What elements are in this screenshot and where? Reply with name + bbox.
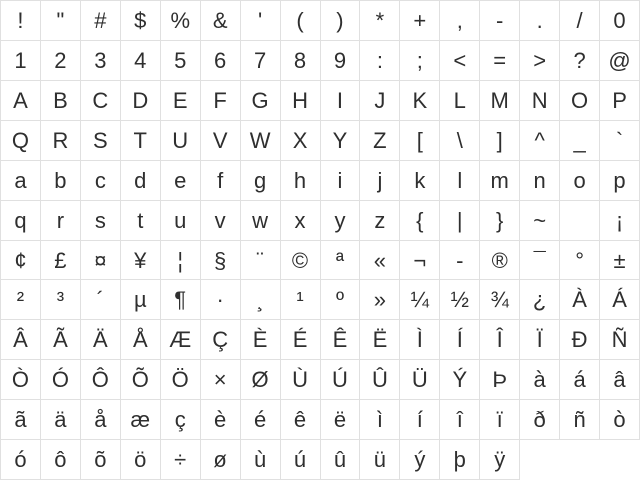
- glyph-cell[interactable]: â: [600, 360, 640, 400]
- glyph-cell[interactable]: -: [440, 241, 480, 281]
- glyph-cell[interactable]: »: [360, 280, 400, 320]
- glyph-cell[interactable]: ý: [400, 440, 440, 480]
- glyph-cell[interactable]: e: [161, 161, 201, 201]
- glyph-cell[interactable]: ±: [600, 241, 640, 281]
- glyph-cell[interactable]: ç: [161, 400, 201, 440]
- glyph-cell[interactable]: !: [1, 1, 41, 41]
- glyph-cell[interactable]: ã: [1, 400, 41, 440]
- glyph-cell[interactable]: Ó: [41, 360, 81, 400]
- glyph-cell[interactable]: Þ: [480, 360, 520, 400]
- glyph-cell[interactable]: é: [241, 400, 281, 440]
- glyph-cell[interactable]: ø: [201, 440, 241, 480]
- glyph-cell[interactable]: ì: [360, 400, 400, 440]
- glyph-cell[interactable]: Á: [600, 280, 640, 320]
- glyph-cell[interactable]: [560, 201, 600, 241]
- glyph-cell[interactable]: f: [201, 161, 241, 201]
- glyph-cell[interactable]: 1: [1, 41, 41, 81]
- glyph-cell[interactable]: /: [560, 1, 600, 41]
- glyph-cell[interactable]: Q: [1, 121, 41, 161]
- glyph-cell[interactable]: á: [560, 360, 600, 400]
- glyph-cell[interactable]: Ú: [321, 360, 361, 400]
- glyph-cell[interactable]: _: [560, 121, 600, 161]
- glyph-cell[interactable]: {: [400, 201, 440, 241]
- glyph-cell[interactable]: º: [321, 280, 361, 320]
- glyph-cell[interactable]: Í: [440, 320, 480, 360]
- glyph-cell[interactable]: 3: [81, 41, 121, 81]
- glyph-cell[interactable]: n: [520, 161, 560, 201]
- glyph-cell[interactable]: p: [600, 161, 640, 201]
- glyph-cell[interactable]: Ô: [81, 360, 121, 400]
- glyph-cell[interactable]: g: [241, 161, 281, 201]
- glyph-cell[interactable]: K: [400, 81, 440, 121]
- glyph-cell[interactable]: |: [440, 201, 480, 241]
- glyph-cell[interactable]: q: [1, 201, 41, 241]
- glyph-cell[interactable]: §: [201, 241, 241, 281]
- glyph-cell[interactable]: U: [161, 121, 201, 161]
- glyph-cell[interactable]: *: [360, 1, 400, 41]
- glyph-cell[interactable]: ´: [81, 280, 121, 320]
- glyph-cell[interactable]: O: [560, 81, 600, 121]
- glyph-cell[interactable]: H: [281, 81, 321, 121]
- glyph-cell[interactable]: Ö: [161, 360, 201, 400]
- glyph-cell[interactable]: ¾: [480, 280, 520, 320]
- glyph-cell[interactable]: ¤: [81, 241, 121, 281]
- glyph-cell[interactable]: }: [480, 201, 520, 241]
- glyph-cell[interactable]: Ä: [81, 320, 121, 360]
- glyph-cell[interactable]: í: [400, 400, 440, 440]
- glyph-cell[interactable]: ö: [121, 440, 161, 480]
- glyph-cell[interactable]: h: [281, 161, 321, 201]
- glyph-cell[interactable]: S: [81, 121, 121, 161]
- glyph-cell[interactable]: è: [201, 400, 241, 440]
- glyph-cell[interactable]: t: [121, 201, 161, 241]
- glyph-cell[interactable]: Ì: [400, 320, 440, 360]
- glyph-cell[interactable]: ¥: [121, 241, 161, 281]
- glyph-cell[interactable]: ü: [360, 440, 400, 480]
- glyph-cell[interactable]: Ò: [1, 360, 41, 400]
- glyph-cell[interactable]: ®: [480, 241, 520, 281]
- glyph-cell[interactable]: Â: [1, 320, 41, 360]
- glyph-cell[interactable]: y: [321, 201, 361, 241]
- glyph-cell[interactable]: Ü: [400, 360, 440, 400]
- glyph-cell[interactable]: ©: [281, 241, 321, 281]
- glyph-cell[interactable]: Û: [360, 360, 400, 400]
- glyph-cell[interactable]: Ñ: [600, 320, 640, 360]
- glyph-cell[interactable]: ?: [560, 41, 600, 81]
- glyph-cell[interactable]: V: [201, 121, 241, 161]
- glyph-cell[interactable]: .: [520, 1, 560, 41]
- glyph-cell[interactable]: Ã: [41, 320, 81, 360]
- glyph-cell[interactable]: °: [560, 241, 600, 281]
- glyph-cell[interactable]: ¿: [520, 280, 560, 320]
- glyph-cell[interactable]: 0: [600, 1, 640, 41]
- glyph-cell[interactable]: È: [241, 320, 281, 360]
- glyph-cell[interactable]: b: [41, 161, 81, 201]
- glyph-cell[interactable]: x: [281, 201, 321, 241]
- glyph-cell[interactable]: ×: [201, 360, 241, 400]
- glyph-cell[interactable]: o: [560, 161, 600, 201]
- glyph-cell[interactable]: ]: [480, 121, 520, 161]
- glyph-cell[interactable]: w: [241, 201, 281, 241]
- glyph-cell[interactable]: Ý: [440, 360, 480, 400]
- glyph-cell[interactable]: ª: [321, 241, 361, 281]
- glyph-cell[interactable]: 8: [281, 41, 321, 81]
- glyph-cell[interactable]: ¼: [400, 280, 440, 320]
- glyph-cell[interactable]: #: [81, 1, 121, 41]
- glyph-cell[interactable]: ¬: [400, 241, 440, 281]
- glyph-cell[interactable]: D: [121, 81, 161, 121]
- glyph-cell[interactable]: É: [281, 320, 321, 360]
- glyph-cell[interactable]: i: [321, 161, 361, 201]
- glyph-cell[interactable]: `: [600, 121, 640, 161]
- glyph-cell[interactable]: z: [360, 201, 400, 241]
- glyph-cell[interactable]: Ù: [281, 360, 321, 400]
- glyph-cell[interactable]: ): [321, 1, 361, 41]
- glyph-cell[interactable]: %: [161, 1, 201, 41]
- glyph-cell[interactable]: ú: [281, 440, 321, 480]
- glyph-cell[interactable]: ~: [520, 201, 560, 241]
- glyph-cell[interactable]: ¨: [241, 241, 281, 281]
- glyph-cell[interactable]: à: [520, 360, 560, 400]
- glyph-cell[interactable]: Ç: [201, 320, 241, 360]
- glyph-cell[interactable]: (: [281, 1, 321, 41]
- glyph-cell[interactable]: Y: [321, 121, 361, 161]
- glyph-cell[interactable]: ï: [480, 400, 520, 440]
- glyph-cell[interactable]: ô: [41, 440, 81, 480]
- glyph-cell[interactable]: õ: [81, 440, 121, 480]
- glyph-cell[interactable]: C: [81, 81, 121, 121]
- glyph-cell[interactable]: Z: [360, 121, 400, 161]
- glyph-cell[interactable]: @: [600, 41, 640, 81]
- glyph-cell[interactable]: ¹: [281, 280, 321, 320]
- glyph-cell[interactable]: ù: [241, 440, 281, 480]
- glyph-cell[interactable]: :: [360, 41, 400, 81]
- glyph-cell[interactable]: k: [400, 161, 440, 201]
- glyph-cell[interactable]: P: [600, 81, 640, 121]
- glyph-cell[interactable]: v: [201, 201, 241, 241]
- glyph-cell[interactable]: ²: [1, 280, 41, 320]
- glyph-cell[interactable]: ;: [400, 41, 440, 81]
- glyph-cell[interactable]: ò: [600, 400, 640, 440]
- glyph-cell[interactable]: I: [321, 81, 361, 121]
- glyph-cell[interactable]: B: [41, 81, 81, 121]
- glyph-cell[interactable]: -: [480, 1, 520, 41]
- glyph-cell[interactable]: 6: [201, 41, 241, 81]
- glyph-cell[interactable]: A: [1, 81, 41, 121]
- glyph-cell[interactable]: ä: [41, 400, 81, 440]
- glyph-cell[interactable]: m: [480, 161, 520, 201]
- glyph-cell[interactable]: G: [241, 81, 281, 121]
- glyph-cell[interactable]: &: [201, 1, 241, 41]
- glyph-cell[interactable]: ÿ: [480, 440, 520, 480]
- glyph-cell[interactable]: j: [360, 161, 400, 201]
- glyph-cell[interactable]: £: [41, 241, 81, 281]
- glyph-cell[interactable]: M: [480, 81, 520, 121]
- glyph-cell[interactable]: E: [161, 81, 201, 121]
- glyph-cell[interactable]: N: [520, 81, 560, 121]
- glyph-cell[interactable]: <: [440, 41, 480, 81]
- glyph-cell[interactable]: Ø: [241, 360, 281, 400]
- glyph-cell[interactable]: å: [81, 400, 121, 440]
- glyph-cell[interactable]: Ï: [520, 320, 560, 360]
- glyph-cell[interactable]: ¶: [161, 280, 201, 320]
- glyph-cell[interactable]: a: [1, 161, 41, 201]
- glyph-cell[interactable]: l: [440, 161, 480, 201]
- glyph-cell[interactable]: µ: [121, 280, 161, 320]
- glyph-cell[interactable]: R: [41, 121, 81, 161]
- glyph-cell[interactable]: 7: [241, 41, 281, 81]
- glyph-cell[interactable]: $: [121, 1, 161, 41]
- glyph-cell[interactable]: 2: [41, 41, 81, 81]
- glyph-cell[interactable]: ": [41, 1, 81, 41]
- glyph-cell[interactable]: [: [400, 121, 440, 161]
- glyph-cell[interactable]: 9: [321, 41, 361, 81]
- glyph-cell[interactable]: J: [360, 81, 400, 121]
- glyph-cell[interactable]: ³: [41, 280, 81, 320]
- glyph-cell[interactable]: u: [161, 201, 201, 241]
- glyph-cell[interactable]: ¦: [161, 241, 201, 281]
- glyph-cell[interactable]: þ: [440, 440, 480, 480]
- glyph-cell[interactable]: ¢: [1, 241, 41, 281]
- glyph-cell[interactable]: ¸: [241, 280, 281, 320]
- glyph-cell[interactable]: L: [440, 81, 480, 121]
- glyph-cell[interactable]: d: [121, 161, 161, 201]
- glyph-cell[interactable]: 4: [121, 41, 161, 81]
- glyph-cell[interactable]: Ð: [560, 320, 600, 360]
- glyph-cell[interactable]: ·: [201, 280, 241, 320]
- glyph-cell[interactable]: s: [81, 201, 121, 241]
- glyph-cell[interactable]: ë: [321, 400, 361, 440]
- glyph-cell[interactable]: î: [440, 400, 480, 440]
- glyph-cell[interactable]: æ: [121, 400, 161, 440]
- glyph-cell[interactable]: «: [360, 241, 400, 281]
- glyph-cell[interactable]: ½: [440, 280, 480, 320]
- glyph-cell[interactable]: Î: [480, 320, 520, 360]
- glyph-cell[interactable]: >: [520, 41, 560, 81]
- glyph-cell[interactable]: ê: [281, 400, 321, 440]
- glyph-cell[interactable]: ¡: [600, 201, 640, 241]
- glyph-cell[interactable]: ': [241, 1, 281, 41]
- glyph-cell[interactable]: ,: [440, 1, 480, 41]
- glyph-cell[interactable]: +: [400, 1, 440, 41]
- glyph-cell[interactable]: ¯: [520, 241, 560, 281]
- glyph-cell[interactable]: T: [121, 121, 161, 161]
- glyph-cell[interactable]: Ë: [360, 320, 400, 360]
- glyph-cell[interactable]: c: [81, 161, 121, 201]
- glyph-cell[interactable]: F: [201, 81, 241, 121]
- glyph-cell[interactable]: À: [560, 280, 600, 320]
- glyph-cell[interactable]: ó: [1, 440, 41, 480]
- glyph-cell[interactable]: \: [440, 121, 480, 161]
- glyph-cell[interactable]: û: [321, 440, 361, 480]
- glyph-cell[interactable]: r: [41, 201, 81, 241]
- glyph-cell[interactable]: ð: [520, 400, 560, 440]
- glyph-cell[interactable]: W: [241, 121, 281, 161]
- glyph-cell[interactable]: 5: [161, 41, 201, 81]
- glyph-cell[interactable]: =: [480, 41, 520, 81]
- glyph-cell[interactable]: Æ: [161, 320, 201, 360]
- glyph-cell[interactable]: X: [281, 121, 321, 161]
- glyph-cell[interactable]: ^: [520, 121, 560, 161]
- glyph-cell[interactable]: ÷: [161, 440, 201, 480]
- glyph-cell[interactable]: Å: [121, 320, 161, 360]
- glyph-cell[interactable]: Ê: [321, 320, 361, 360]
- glyph-cell[interactable]: ñ: [560, 400, 600, 440]
- glyph-cell[interactable]: Õ: [121, 360, 161, 400]
